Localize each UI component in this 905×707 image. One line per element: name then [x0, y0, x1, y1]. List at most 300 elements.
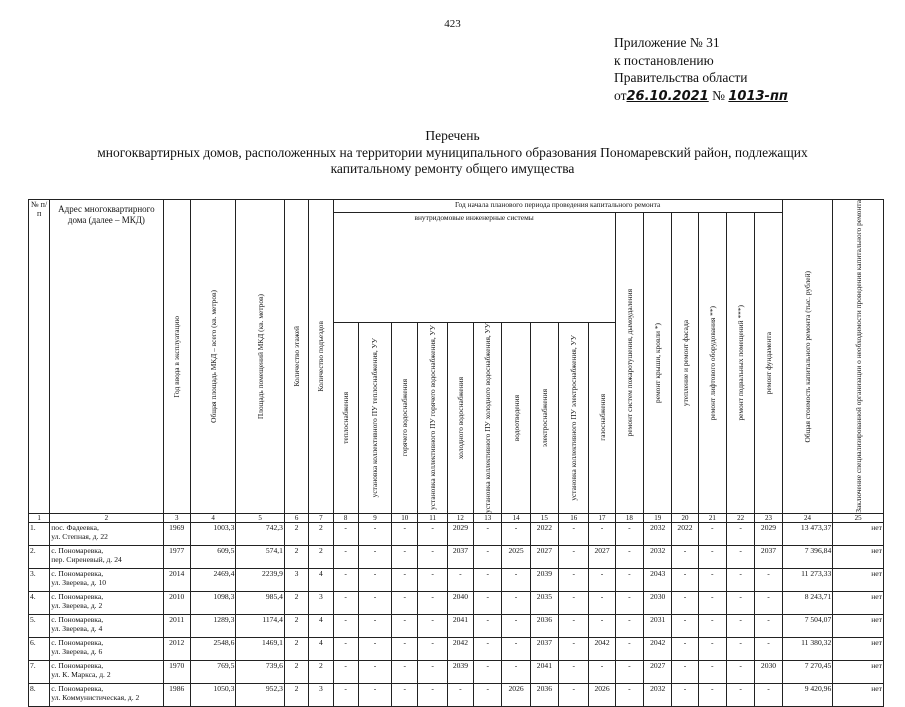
cell-year-value: - [726, 637, 754, 660]
cell-year-value: 2029 [447, 522, 473, 545]
cell-cost: 11 273,33 [782, 568, 833, 591]
cell-year: 1986 [163, 683, 190, 706]
cell-year-value: - [418, 637, 447, 660]
table-row [29, 614, 884, 637]
cell-year-value: - [418, 568, 447, 591]
cell-year-value: - [559, 660, 589, 683]
cell-rooms: 2239,9 [236, 568, 285, 591]
cell-year: 1969 [163, 522, 190, 545]
column-number: 18 [615, 513, 643, 522]
cell-year-value: - [615, 522, 643, 545]
header-system [447, 322, 473, 513]
cell-year-value: - [418, 591, 447, 614]
column-number: 4 [190, 513, 236, 522]
cell-year-value: - [474, 591, 502, 614]
column-number: 2 [50, 513, 163, 522]
cell-year-value: 2026 [589, 683, 615, 706]
cell-total: 769,5 [190, 660, 236, 683]
cell-year-value: - [559, 545, 589, 568]
cell-address [50, 568, 163, 591]
cell-total: 2548,6 [190, 637, 236, 660]
column-number: 17 [589, 513, 615, 522]
cell-year-value: - [333, 522, 358, 545]
cell-conclusion: нет [833, 660, 884, 683]
cell-year-value: - [358, 568, 391, 591]
cell-year-value: - [358, 545, 391, 568]
cell-year-value: - [392, 591, 418, 614]
repair-table [28, 199, 884, 707]
cell-year-value: 2039 [447, 660, 473, 683]
cell-year: 1977 [163, 545, 190, 568]
address-line: ул. Степная, д. 22 [51, 531, 108, 541]
address-line: ул. Коммунистическая, д. 2 [51, 692, 140, 702]
cell-year-value: - [502, 568, 530, 591]
header-conclusion [833, 200, 884, 514]
cell-year-value: - [589, 522, 615, 545]
cell-year-value: - [358, 637, 391, 660]
column-number: 24 [782, 513, 833, 522]
address-line: с. Пономаревка, [51, 683, 104, 693]
cell-year-value: 2042 [589, 637, 615, 660]
column-number: 13 [474, 513, 502, 522]
header-area-total-text: Общая площадь МКД – всего (кв. метров) [208, 289, 218, 423]
cell-entr: 2 [309, 522, 333, 545]
cell-year-value: - [358, 614, 391, 637]
header-work-text: ремонт лифтового оборудования **) [707, 305, 717, 420]
number-prefix: № [712, 87, 725, 103]
header-conclusion-text: Заключение специализированной организации о необходимости проведения капитального ремонта [853, 200, 863, 513]
cell-year-value: - [418, 522, 447, 545]
cell-year-value: 2032 [644, 683, 672, 706]
cell-year-value: - [392, 522, 418, 545]
cell-year-value: - [392, 545, 418, 568]
cell-total: 1050,3 [190, 683, 236, 706]
cell-conclusion: нет [833, 614, 884, 637]
header-system [418, 322, 447, 513]
cell-year-value: - [333, 568, 358, 591]
header-system [559, 322, 589, 513]
cell-address [50, 637, 163, 660]
header-work [672, 213, 698, 514]
cell-rooms: 739,6 [236, 660, 285, 683]
cell-floors: 2 [284, 522, 308, 545]
cell-year-value: - [474, 522, 502, 545]
cell-year-value: 2030 [755, 660, 782, 683]
cell-entr: 4 [309, 568, 333, 591]
column-number: 15 [530, 513, 558, 522]
address-line: с. Пономаревка, [51, 568, 104, 578]
cell-year-value: - [474, 614, 502, 637]
cell-floors: 2 [284, 683, 308, 706]
appendix-date-line [614, 87, 788, 106]
cell-year-value: - [333, 591, 358, 614]
cell-year: 2011 [163, 614, 190, 637]
cell-year-value: - [726, 568, 754, 591]
address-line: с. Пономаревка, [51, 660, 104, 670]
cell-entr: 2 [309, 545, 333, 568]
column-number: 5 [236, 513, 285, 522]
cell-year-value: - [698, 522, 726, 545]
cell-year-value: - [726, 522, 754, 545]
cell-year-value: - [589, 614, 615, 637]
cell-year: 1970 [163, 660, 190, 683]
column-number: 25 [833, 513, 884, 522]
header-entrances-text: Количество подъездов [316, 321, 326, 392]
cell-address [50, 683, 163, 706]
cell-year-value: - [726, 591, 754, 614]
table-row [29, 637, 884, 660]
column-number: 22 [726, 513, 754, 522]
address-line: ул. К. Маркса, д. 2 [51, 669, 111, 679]
header-work-text: ремонт фундамента [764, 331, 773, 394]
cell-year-value: - [726, 545, 754, 568]
cell-conclusion: нет [833, 683, 884, 706]
cell-year-value: - [502, 522, 530, 545]
cell-np: 8. [29, 683, 50, 706]
header-system-text: установка коллективного ПУ горячего водоснабжения, УУ [428, 325, 438, 511]
cell-year-value: - [447, 568, 473, 591]
table-row [29, 591, 884, 614]
column-number: 16 [559, 513, 589, 522]
cell-entr: 3 [309, 683, 333, 706]
appendix-line: Правительства области [614, 70, 748, 85]
cell-year-value: - [502, 591, 530, 614]
address-line: ул. Зверева, д. 4 [51, 623, 103, 633]
column-number: 6 [284, 513, 308, 522]
cell-floors: 2 [284, 614, 308, 637]
cell-year-value: - [474, 683, 502, 706]
header-system-text: горячего водоснабжения [400, 379, 410, 457]
header-cost-text: Общая стоимость капитального ремонта (тыс. рублей) [802, 270, 812, 443]
cell-cost: 7 504,07 [782, 614, 833, 637]
header-work-text: ремонт крыши, кровли *) [653, 322, 663, 403]
address-line: с. Пономаревка, [51, 591, 104, 601]
cell-total: 609,5 [190, 545, 236, 568]
cell-np: 7. [29, 660, 50, 683]
cell-year-value: - [392, 683, 418, 706]
cell-conclusion: нет [833, 568, 884, 591]
header-address: Адрес многоквартирного дома (далее – МКД) [50, 200, 163, 514]
cell-np: 1. [29, 522, 50, 545]
header-system-text: холодного водоснабжения [455, 376, 465, 459]
cell-year-value: - [474, 660, 502, 683]
cell-year-value: - [726, 660, 754, 683]
appendix-line: к постановлению [614, 52, 714, 68]
header-area-rooms [236, 200, 285, 514]
cell-rooms: 574,1 [236, 545, 285, 568]
cell-year-value: - [698, 614, 726, 637]
cell-year-value: 2037 [530, 637, 558, 660]
cell-np: 4. [29, 591, 50, 614]
cell-year-value: - [672, 568, 698, 591]
cell-year-value: 2030 [644, 591, 672, 614]
header-system-text: водоотведения [511, 394, 521, 441]
handwritten-date: 26.10.2021 [626, 88, 709, 104]
cell-year-value: - [559, 522, 589, 545]
title-line: капитальному ремонту общего имущества [330, 161, 575, 176]
header-system [589, 322, 615, 513]
column-number: 21 [698, 513, 726, 522]
cell-address [50, 660, 163, 683]
column-number: 9 [358, 513, 391, 522]
table-row [29, 568, 884, 591]
column-number: 23 [755, 513, 782, 522]
cell-year-value: - [698, 545, 726, 568]
cell-year-value: - [358, 591, 391, 614]
cell-year-value: - [615, 545, 643, 568]
cell-year-value: 2037 [447, 545, 473, 568]
cell-year-value: - [474, 568, 502, 591]
cell-entr: 4 [309, 614, 333, 637]
cell-year: 2014 [163, 568, 190, 591]
cell-conclusion: нет [833, 522, 884, 545]
header-np: № п/п [29, 200, 50, 514]
cell-year-value: - [615, 660, 643, 683]
cell-year-value: - [333, 660, 358, 683]
cell-year-value: - [672, 637, 698, 660]
cell-year-value: - [755, 683, 782, 706]
cell-year-value: - [418, 545, 447, 568]
cell-floors: 2 [284, 545, 308, 568]
column-number: 12 [447, 513, 473, 522]
header-year [163, 200, 190, 514]
cell-year-value: - [559, 614, 589, 637]
cell-cost: 11 380,32 [782, 637, 833, 660]
cell-conclusion: нет [833, 591, 884, 614]
column-number: 19 [644, 513, 672, 522]
cell-year-value: 2027 [644, 660, 672, 683]
header-system [502, 322, 530, 513]
cell-cost: 8 243,71 [782, 591, 833, 614]
header-cost [782, 200, 833, 514]
cell-year-value: - [358, 522, 391, 545]
column-number: 11 [418, 513, 447, 522]
header-entrances [309, 200, 333, 514]
cell-total: 1289,3 [190, 614, 236, 637]
header-system [392, 322, 418, 513]
cell-year-value: - [589, 591, 615, 614]
cell-year-value: 2043 [644, 568, 672, 591]
cell-year-value: - [392, 660, 418, 683]
cell-year-value: 2022 [672, 522, 698, 545]
header-work [615, 213, 643, 514]
address-line: ул. Зверева, д. 2 [51, 600, 103, 610]
address-line: с. Пономаревка, [51, 637, 104, 647]
title-line: Перечень [425, 128, 480, 143]
address-line: с. Пономаревка, [51, 545, 104, 555]
column-number: 3 [163, 513, 190, 522]
cell-year-value: - [698, 568, 726, 591]
header-floors-text: Количество этажей [292, 326, 302, 387]
header-system-text: теплоснабжения [341, 391, 351, 444]
cell-year-value: - [672, 545, 698, 568]
cell-year-value: - [358, 660, 391, 683]
cell-year-value: - [615, 637, 643, 660]
cell-floors: 2 [284, 637, 308, 660]
cell-year-value: 2042 [644, 637, 672, 660]
cell-year-value: - [755, 637, 782, 660]
cell-year-value: - [559, 591, 589, 614]
cell-address [50, 591, 163, 614]
header-system [358, 322, 391, 513]
cell-year-value: - [447, 683, 473, 706]
cell-conclusion: нет [833, 545, 884, 568]
cell-year-value: - [392, 568, 418, 591]
column-number: 7 [309, 513, 333, 522]
header-system-text: газоснабжения [597, 394, 607, 442]
column-number: 1 [29, 513, 50, 522]
cell-year-value: - [502, 637, 530, 660]
cell-year-value: 2042 [447, 637, 473, 660]
cell-year-value: - [333, 614, 358, 637]
cell-rooms: 1469,1 [236, 637, 285, 660]
column-number: 8 [333, 513, 358, 522]
cell-year-value: - [502, 614, 530, 637]
cell-year-value: 2029 [755, 522, 782, 545]
cell-year-value: - [589, 660, 615, 683]
cell-entr: 3 [309, 591, 333, 614]
header-system [474, 322, 502, 513]
cell-rooms: 1174,4 [236, 614, 285, 637]
cell-year-value: - [698, 683, 726, 706]
cell-year: 2010 [163, 591, 190, 614]
cell-year-value: 2041 [447, 614, 473, 637]
handwritten-number: 1013-пп [728, 88, 788, 104]
cell-year-value: - [559, 568, 589, 591]
cell-year-value: 2027 [530, 545, 558, 568]
cell-year-value: - [726, 614, 754, 637]
cell-year-value: - [559, 637, 589, 660]
cell-floors: 3 [284, 568, 308, 591]
header-work-text: ремонт подвальных помещений ***) [736, 305, 746, 421]
document-title [20, 128, 885, 178]
cell-year-value: 2026 [502, 683, 530, 706]
header-area-total [190, 200, 236, 514]
cell-year-value: 2040 [447, 591, 473, 614]
cell-year-value: - [615, 683, 643, 706]
header-systems: внутридомовые инженерные системы [333, 213, 615, 323]
cell-year-value: 2027 [589, 545, 615, 568]
header-area-rooms-text: Площадь помещений МКД (кв. метров) [255, 293, 265, 419]
cell-np: 2. [29, 545, 50, 568]
cell-year-value: - [474, 545, 502, 568]
cell-total: 1098,3 [190, 591, 236, 614]
cell-address [50, 522, 163, 545]
cell-year-value: - [615, 614, 643, 637]
cell-total: 1003,3 [190, 522, 236, 545]
cell-year-value: - [672, 660, 698, 683]
address-line: ул. Зверева, д. 10 [51, 577, 107, 587]
cell-year-value: 2036 [530, 683, 558, 706]
header-system [333, 322, 358, 513]
cell-year-value: 2032 [644, 522, 672, 545]
cell-year-value: - [559, 683, 589, 706]
cell-cost: 7 270,45 [782, 660, 833, 683]
cell-year-value: 2039 [530, 568, 558, 591]
cell-year-value: 2022 [530, 522, 558, 545]
cell-np: 3. [29, 568, 50, 591]
cell-year-value: - [755, 591, 782, 614]
cell-year-value: - [392, 614, 418, 637]
column-number: 14 [502, 513, 530, 522]
header-work-text: ремонт систем пожаротушения, дымоудаления [624, 289, 634, 437]
cell-address [50, 614, 163, 637]
cell-year-value: - [418, 683, 447, 706]
header-system-text: установка коллективного ПУ теплоснабжения, УУ [370, 338, 380, 498]
header-period: Год начала планового периода проведения капитального ремонта [333, 200, 782, 213]
cell-year-value: - [333, 637, 358, 660]
cell-year-value: - [474, 637, 502, 660]
table-row [29, 660, 884, 683]
address-line: с. Пономаревка, [51, 614, 104, 624]
cell-year-value: 2035 [530, 591, 558, 614]
cell-year-value: - [755, 568, 782, 591]
cell-year-value: - [333, 683, 358, 706]
column-number: 10 [392, 513, 418, 522]
cell-year-value: 2032 [644, 545, 672, 568]
cell-year-value: - [672, 683, 698, 706]
address-line: пос. Фадеевка, [51, 522, 99, 532]
cell-year-value: - [358, 683, 391, 706]
cell-entr: 2 [309, 660, 333, 683]
cell-year-value: - [698, 637, 726, 660]
cell-conclusion: нет [833, 637, 884, 660]
header-year-text: Год ввода в эксплуатацию [172, 315, 182, 398]
title-line: многоквартирных домов, расположенных на территории муниципального образования Пономаревский район, подлежащих [97, 144, 808, 160]
header-work [644, 213, 672, 514]
cell-year-value: - [418, 614, 447, 637]
cell-year-value: 2037 [755, 545, 782, 568]
address-line: ул. Зверева, д. 6 [51, 646, 103, 656]
cell-rooms: 952,3 [236, 683, 285, 706]
cell-address [50, 545, 163, 568]
cell-entr: 4 [309, 637, 333, 660]
header-system-text: установка коллективного ПУ холодного водоснабжения, УУ [483, 322, 493, 513]
page-number: 423 [444, 18, 461, 30]
column-number: 20 [672, 513, 698, 522]
cell-cost: 9 420,96 [782, 683, 833, 706]
cell-year-value: 2031 [644, 614, 672, 637]
header-work-text: утепление и ремонт фасада [680, 319, 690, 406]
cell-floors: 2 [284, 591, 308, 614]
header-work [755, 213, 782, 514]
table-row [29, 522, 884, 545]
cell-year-value: - [672, 591, 698, 614]
cell-year-value: 2041 [530, 660, 558, 683]
cell-year-value: 2025 [502, 545, 530, 568]
appendix-block [614, 34, 788, 105]
cell-year-value: - [726, 683, 754, 706]
cell-floors: 2 [284, 660, 308, 683]
cell-np: 6. [29, 637, 50, 660]
header-work [698, 213, 726, 514]
cell-year-value: - [615, 591, 643, 614]
cell-year-value: - [392, 637, 418, 660]
cell-cost: 7 396,84 [782, 545, 833, 568]
cell-total: 2469,4 [190, 568, 236, 591]
cell-year-value: - [418, 660, 447, 683]
cell-year-value: - [755, 614, 782, 637]
cell-year-value: - [589, 568, 615, 591]
cell-year-value: - [672, 614, 698, 637]
table-row [29, 545, 884, 568]
appendix-line: Приложение № 31 [614, 35, 720, 50]
cell-year-value: - [615, 568, 643, 591]
address-line: пер. Сиреневый, д. 24 [51, 554, 122, 564]
cell-year-value: - [502, 660, 530, 683]
header-system-text: электроснабжения [539, 388, 549, 447]
cell-year: 2012 [163, 637, 190, 660]
